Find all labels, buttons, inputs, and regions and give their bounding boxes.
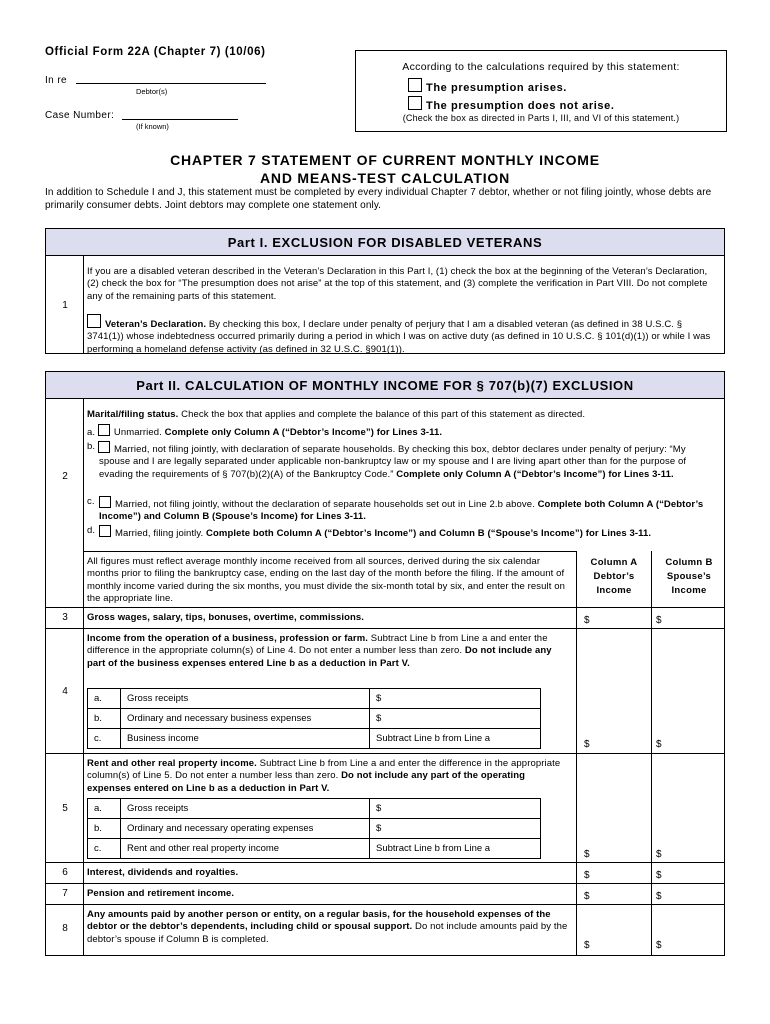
option-a-checkbox[interactable]: [98, 424, 110, 436]
option-a: a. Unmarried. Complete only Column A (“Debtor’s Income”) for Lines 3-11.: [87, 424, 719, 439]
presumption-arises-checkbox[interactable]: [408, 78, 422, 92]
line4-col-a[interactable]: $: [584, 739, 590, 750]
line4a-input[interactable]: $: [370, 689, 541, 709]
option-d-checkbox[interactable]: [99, 525, 111, 537]
option-b-letter: b.: [87, 441, 96, 452]
line-number: 3: [62, 612, 68, 623]
line6-col-b[interactable]: $: [656, 870, 662, 881]
table-row: c. Business income Subtract Line b from Line a: [88, 729, 541, 749]
line4b-input[interactable]: $: [370, 709, 541, 729]
part1-section: [45, 255, 725, 354]
line6-label: Interest, dividends and royalties.: [87, 867, 239, 878]
marital-status-header: Marital/filing status. Check the box that applies and complete the balance of this part of this statement as directed.: [87, 409, 586, 420]
line8-col-b[interactable]: $: [656, 940, 662, 951]
line4-col-b[interactable]: $: [656, 739, 662, 750]
line6-col-a[interactable]: $: [584, 870, 590, 881]
presumption-intro: According to the calculations required by this statement:: [402, 61, 680, 73]
if-known-caption: (If known): [136, 122, 169, 131]
line3-col-a[interactable]: $: [584, 615, 590, 626]
form-title: Official Form 22A (Chapter 7) (10/06): [45, 46, 266, 58]
table-row: b. Ordinary and necessary operating expenses $: [88, 819, 541, 839]
table-row: b. Ordinary and necessary business expenses $: [88, 709, 541, 729]
part2-heading: Part II. CALCULATION OF MONTHLY INCOME FOR § 707(b)(7) EXCLUSION: [45, 371, 725, 399]
option-b: Married, not filing jointly, with declaration of separate households. By checking this box, debtor declares under penalty of perjury: “My spouse and I are legally separated under applicable non-bankruptcy law or my spouse and I are living apart other than for the purpose of evading the requirements of § 707(b)(2)(A) of the Bankruptcy Code.” Complete only Column A (“Debtor’s Income”) for Lines 3-11.: [99, 441, 719, 481]
part1-heading: Part I. EXCLUSION FOR DISABLED VETERANS: [45, 228, 725, 256]
option-c-letter: c.: [87, 496, 95, 507]
presumption-not-arise-checkbox[interactable]: [408, 96, 422, 110]
debtor-name-field[interactable]: [76, 83, 266, 84]
case-number-label: Case Number:: [45, 110, 115, 121]
debtor-caption: Debtor(s): [136, 87, 168, 96]
averaging-instructions: All figures must reflect average monthly income received from all sources, derived during the six calendar months prior to filing the bankruptcy case, ending on the last day of the month before the filing. If the amount of monthly income varied during the six months, you must divide the six-month total by six, and enter the result on the appropriate line.: [87, 556, 565, 604]
line5a-input[interactable]: $: [370, 799, 541, 819]
in-re-label: In re: [45, 75, 68, 86]
line-number: 4: [62, 686, 68, 697]
case-number-field[interactable]: [122, 119, 238, 120]
line4-instructions: Income from the operation of a business, profession or farm. Subtract Line b from Line a and enter the difference in the appropriate column(s) of Line 4. Do not enter a number less than zero. Do not include any part of the business expenses entered Line b as a deduction in Part V.: [87, 633, 552, 669]
page-title-line1: CHAPTER 7 STATEMENT OF CURRENT MONTHLY INCOME: [170, 152, 600, 168]
option-b-checkbox[interactable]: [98, 441, 110, 453]
line4-subtable: [87, 688, 541, 749]
table-row: c. Rent and other real property income Subtract Line b from Line a: [88, 839, 541, 859]
option-d: Married, filing jointly. Complete both Column A (“Debtor’s Income”) and Column B (“Spouse’s Income”) for Lines 3-11.: [99, 525, 719, 540]
line-number: 1: [62, 300, 68, 311]
veteran-declaration-checkbox[interactable]: [87, 314, 101, 328]
line5b-input[interactable]: $: [370, 819, 541, 839]
part2-section: [45, 398, 725, 956]
option-d-letter: d.: [87, 525, 96, 536]
presumption-box: [355, 50, 727, 132]
line5-col-a[interactable]: $: [584, 849, 590, 860]
column-b-header: Column B Spouse’s Income: [665, 557, 713, 596]
part1-instructions: If you are a disabled veteran described in the Veteran’s Declaration in this Part I, (1) check the box at the beginning of the Veteran’s Declaration, (2) check the box for “The presumption does not arise” at the top of this statement, and (3) complete the verification in Part VIII. Do not complete any of the remaining parts of this statement.: [87, 266, 708, 302]
line-number: 6: [62, 867, 68, 878]
column-a-header: Column A Debtor’s Income: [590, 557, 638, 596]
line-number: 5: [62, 803, 68, 814]
line8-col-a[interactable]: $: [584, 940, 590, 951]
line5-instructions: Rent and other real property income. Subtract Line b from Line a and enter the difference in the appropriate column(s) of Line 5. Do not enter a number less than zero. Do not include any part of the operating expenses entered on Line b as a deduction in Part V.: [87, 758, 561, 794]
line7-col-b[interactable]: $: [656, 891, 662, 902]
line5-col-b[interactable]: $: [656, 849, 662, 860]
presumption-arises-label: The presumption arises.: [426, 82, 567, 94]
line5-subtable: [87, 798, 541, 859]
table-row: a. Gross receipts $: [88, 799, 541, 819]
table-row: a. Gross receipts $: [88, 689, 541, 709]
option-c: Married, not filing jointly, without the declaration of separate households set out in Line 2.b above. Complete both Column A (“Debtor’s Income”) and Column B (Spouse’s Income) for Lines 3-11.: [99, 496, 719, 524]
line8-instructions: Any amounts paid by another person or entity, on a regular basis, for the household expenses of the debtor or the debtor’s dependents, including child or spousal support. Do not include amounts paid by the debtor’s spouse if Column B is completed.: [87, 909, 568, 945]
option-c-checkbox[interactable]: [99, 496, 111, 508]
line-number: 2: [62, 471, 68, 482]
page-title-line2: AND MEANS-TEST CALCULATION: [260, 170, 510, 186]
presumption-not-arise-label: The presumption does not arise.: [426, 100, 615, 112]
line-number: 7: [62, 888, 68, 899]
veterans-declaration: Veteran’s Declaration. By checking this box, I declare under penalty of perjury that I am a disabled veteran (as defined in 38 U.S.C. § 3741(1)) whose indebtedness occurred primarily during a period in which I was on active duty (as defined in 10 U.S.C. § 101(d)(1)) or while I was performing a homeland defense activity (as defined in 32 U.S.C. §901(1)).: [87, 314, 719, 356]
line7-col-a[interactable]: $: [584, 891, 590, 902]
line-number: 8: [62, 923, 68, 934]
line3-col-b[interactable]: $: [656, 615, 662, 626]
presumption-note: (Check the box as directed in Parts I, III, and VI of this statement.): [402, 113, 680, 123]
line7-label: Pension and retirement income.: [87, 888, 235, 899]
intro-paragraph: In addition to Schedule I and J, this statement must be completed by every individual Chapter 7 debtor, whether or not filing jointly, whose debts are primarily consumer debts. Joint debtors may complete one statement only.: [45, 187, 712, 211]
line3-label: Gross wages, salary, tips, bonuses, overtime, commissions.: [87, 612, 365, 623]
